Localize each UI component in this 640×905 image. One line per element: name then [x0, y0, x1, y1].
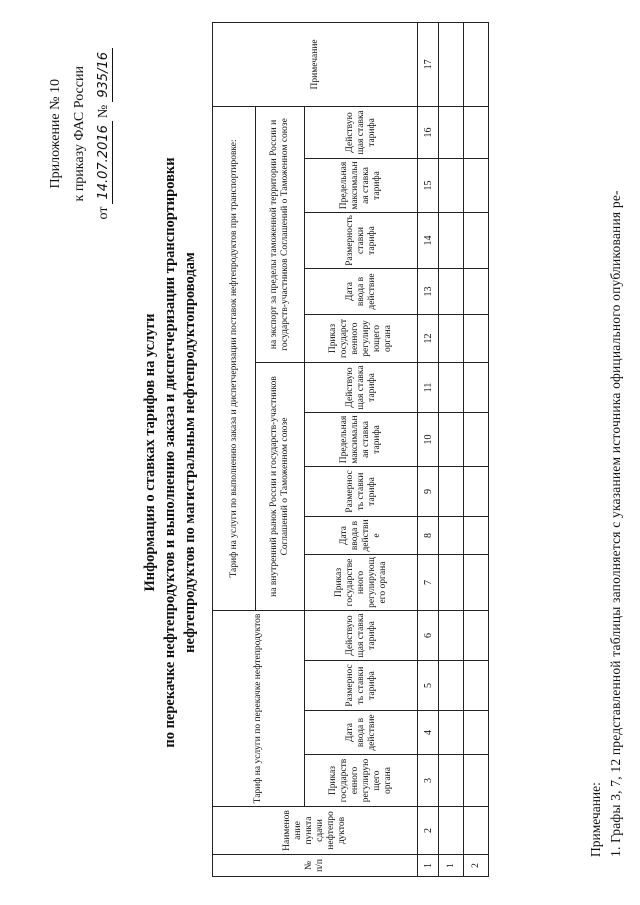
- cell: [464, 516, 489, 554]
- handwritten-number: 935/16: [96, 48, 113, 102]
- column-number: 2: [418, 807, 439, 855]
- leaf-date: Дата ввода в действие: [305, 711, 418, 755]
- cell: [439, 106, 464, 158]
- header-no: № п/п: [213, 855, 418, 877]
- note-text: 1. Графы 3, 7, 12 представленной таблицы заполняется с указанием источника официального опубликования ре-: [608, 190, 623, 857]
- column-number: 12: [418, 314, 439, 362]
- cell: [464, 755, 489, 807]
- cell: [439, 314, 464, 362]
- appendix-number: Приложение № 10: [48, 79, 63, 189]
- title-line-1: Информация о ставках тарифов на услуги: [142, 313, 158, 592]
- cell: [439, 412, 464, 466]
- cell: [439, 711, 464, 755]
- leaf-size: Размерность ставки тарифа: [305, 466, 418, 516]
- column-number: 9: [418, 466, 439, 516]
- leaf-order: Приказ государственного регулирующего органа: [305, 314, 418, 362]
- leaf-current: Действующая ставка тарифа: [305, 106, 418, 158]
- cell: [464, 314, 489, 362]
- note-heading: Примечание:: [588, 782, 603, 857]
- header-pumping-tariff: Тариф на услуги по перекачке нефтепродуктов: [213, 610, 305, 806]
- cell: [439, 22, 464, 106]
- cell: [439, 807, 464, 855]
- cell: [439, 362, 464, 412]
- column-number: 1: [418, 855, 439, 877]
- column-number: 4: [418, 711, 439, 755]
- cell: [464, 554, 489, 610]
- leaf-current: Действующая ставка тарифа: [305, 610, 418, 660]
- leaf-date: Дата ввода в действие: [305, 268, 418, 314]
- document-title: [140, 0, 200, 905]
- column-number: 11: [418, 362, 439, 412]
- cell: [464, 466, 489, 516]
- title-line-2: по перекачке нефтепродуктов и выполнению заказа и диспетчеризации транспортировки: [162, 157, 178, 748]
- column-number: 15: [418, 158, 439, 212]
- header-dispatch-tariff: Тариф на услуги по выполнению заказа и диспетчеризации поставок нефтепродуктов при транспортировке:: [213, 106, 256, 610]
- cell: [464, 661, 489, 711]
- header-point-name: Наименование пункта сдачи нефтепродуктов: [213, 807, 418, 855]
- table-row: [439, 22, 464, 876]
- column-number: 5: [418, 661, 439, 711]
- header-export: на экспорт за пределы таможенной территории России и государств-участников Соглашений о Таможенном союзе: [256, 106, 305, 362]
- tariff-table: [212, 22, 489, 877]
- appendix-block: [44, 48, 116, 219]
- cell: [439, 554, 464, 610]
- cell: [464, 610, 489, 660]
- column-number: 7: [418, 554, 439, 610]
- appendix-order-ref: к приказу ФАС России: [72, 66, 87, 202]
- cell: [439, 516, 464, 554]
- cell: [464, 711, 489, 755]
- row-number: 2: [464, 855, 489, 877]
- leaf-max: Предельная максимальная ставка тарифа: [305, 158, 418, 212]
- column-number: 17: [418, 22, 439, 106]
- cell: [464, 106, 489, 158]
- header-note: Примечание: [213, 22, 418, 106]
- column-number-row: [418, 22, 439, 876]
- column-number: 13: [418, 268, 439, 314]
- leaf-size: Размерность ставки тарифа: [305, 661, 418, 711]
- cell: [464, 158, 489, 212]
- column-number: 14: [418, 212, 439, 268]
- leaf-order: Приказ государственного регулирующего органа: [305, 755, 418, 807]
- number-prefix: №: [96, 104, 111, 119]
- column-number: 10: [418, 412, 439, 466]
- leaf-order: Приказ государственного регулирующего органа: [305, 554, 418, 610]
- leaf-current: Действующая ставка тарифа: [305, 362, 418, 412]
- cell: [439, 158, 464, 212]
- cell: [439, 755, 464, 807]
- column-number: 6: [418, 610, 439, 660]
- header-domestic-market: на внутренний рынок России и государств-участников Соглашений о Таможенном союзе: [256, 362, 305, 610]
- cell: [439, 610, 464, 660]
- cell: [439, 268, 464, 314]
- title-line-3: нефтепродуктов по магистральным нефтепродуктопроводам: [182, 252, 198, 653]
- leaf-date: Дата ввода в действие: [305, 516, 418, 554]
- leaf-max: Предельная максимальная ставка тарифа: [305, 412, 418, 466]
- cell: [464, 22, 489, 106]
- leaf-size: Размерность ставки тарифа: [305, 212, 418, 268]
- column-number: 8: [418, 516, 439, 554]
- column-number: 16: [418, 106, 439, 158]
- cell: [439, 466, 464, 516]
- cell: [464, 807, 489, 855]
- cell: [464, 362, 489, 412]
- cell: [439, 212, 464, 268]
- row-number: 1: [439, 855, 464, 877]
- cell: [464, 268, 489, 314]
- column-number: 3: [418, 755, 439, 807]
- date-prefix: от: [96, 206, 111, 220]
- handwritten-date: 14.07.2016: [96, 121, 113, 203]
- cell: [464, 412, 489, 466]
- appendix-date-line: [92, 48, 116, 219]
- cell: [464, 212, 489, 268]
- cell: [439, 661, 464, 711]
- table-row: [464, 22, 489, 876]
